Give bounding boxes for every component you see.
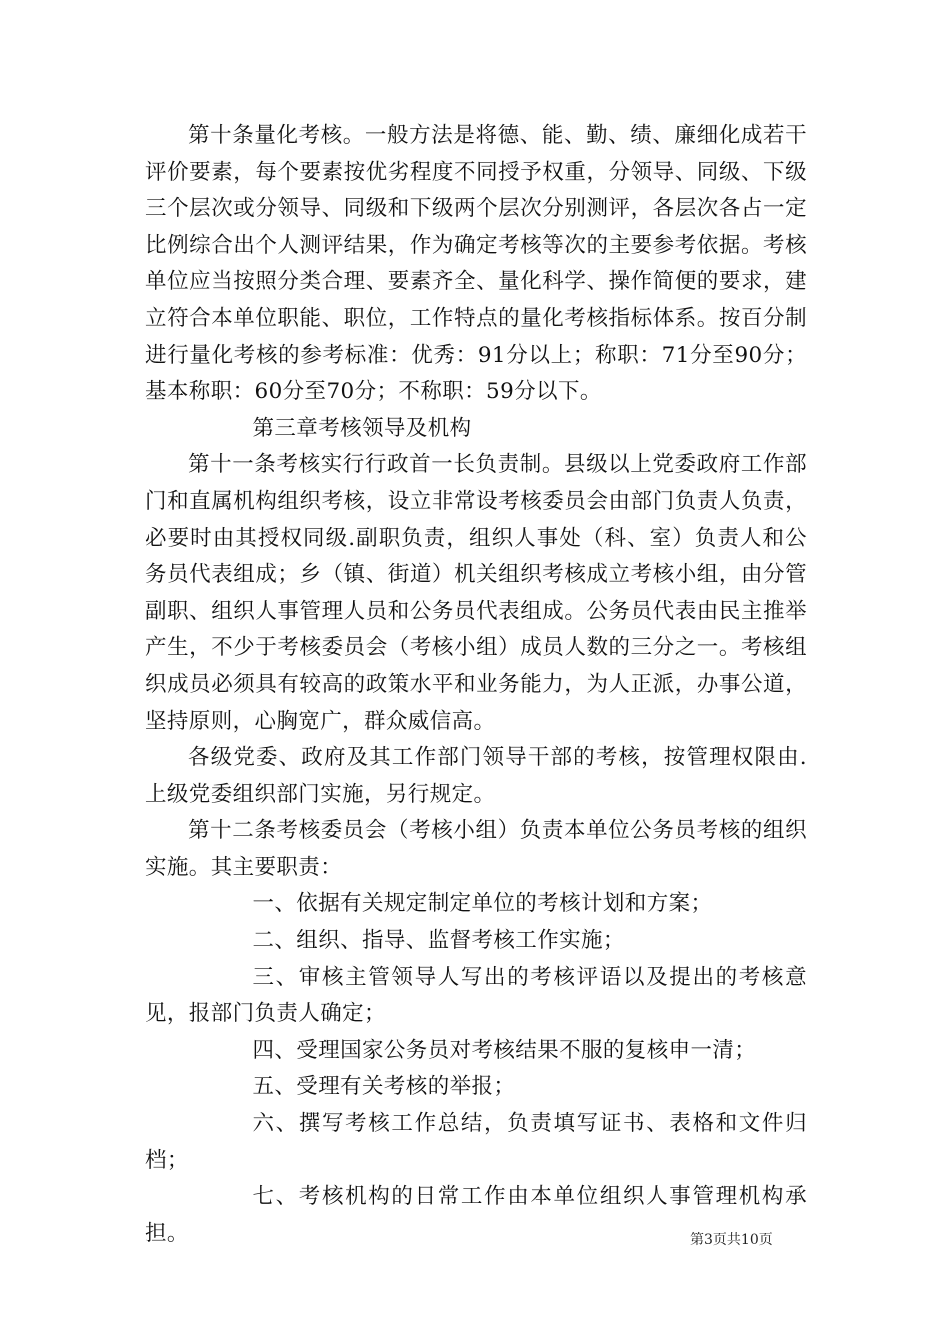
duty-item-2: 二、组织、指导、监督考核工作实施；	[252, 928, 625, 954]
leadership-assessment-paragraph: 各级党委、政府及其工作部门领导干部的考核，按管理权限由.上级党委组织部门实施，另行规定。	[145, 745, 807, 807]
duty-item-6: 六、撰写考核工作总结，负责填写证书、表格和文件归档；	[145, 1111, 807, 1173]
page-number-footer: 第3页共10页	[690, 1232, 773, 1248]
duty-item-7: 七、考核机构的日常工作由本单位组织人事管理机构承担。	[145, 1184, 807, 1246]
duty-item-4: 四、受理国家公务员对考核结果不服的复核申一清；	[252, 1037, 757, 1063]
duty-item-3: 三、审核主管领导人写出的考核评语以及提出的考核意见，报部门负责人确定；	[145, 964, 807, 1027]
article-10-paragraph: 第十条量化考核。一般方法是将德、能、勤、绩、廉细化成若干评价要素，每个要素按优劣程度不同授予权重，分领导、同级、下级三个层次或分领导、同级和下级两个层次分别测评，各层次各占一定比例综合出个人测评结果，作为确定考核等次的主要参考依据。考核单位应当按照分类合理、要素齐全、量化科学、操作简便的要求，建立符合本单位职能、职位，工作特点的量化考核指标体系。按百分制进行量化考核的参考标准：优秀：91分以上；称职：71分至90分；基本称职：60分至70分；不称职：59分以下。	[145, 123, 807, 405]
document-body	[145, 118, 807, 1252]
article-12-paragraph: 第十二条考核委员会（考核小组）负责本单位公务员考核的组织实施。其主要职责：	[145, 818, 807, 880]
article-11-paragraph: 第十一条考核实行行政首一长负责制。县级以上党委政府工作部门和直属机构组织考核，设立非常设考核委员会由部门负责人负责，必要时由其授权同级.副职负责，组织人事处（科、室）负责人和公务员代表组成；乡（镇、街道）机关组织考核成立考核小组，由分管副职、组织人事管理人员和公务员代表组成。公务员代表由民主推举产生，不少于考核委员会（考核小组）成员人数的三分之一。考核组织成员必须具有较高的政策水平和业务能力，为人正派，办事公道，坚持原则，心胸宽广，群众威信高。	[145, 452, 807, 734]
duty-item-5: 五、受理有关考核的举报；	[252, 1074, 516, 1100]
chapter-3-heading: 第三章考核领导及机构	[252, 415, 472, 441]
duty-item-1: 一、依据有关规定制定单位的考核计划和方案；	[252, 891, 713, 917]
